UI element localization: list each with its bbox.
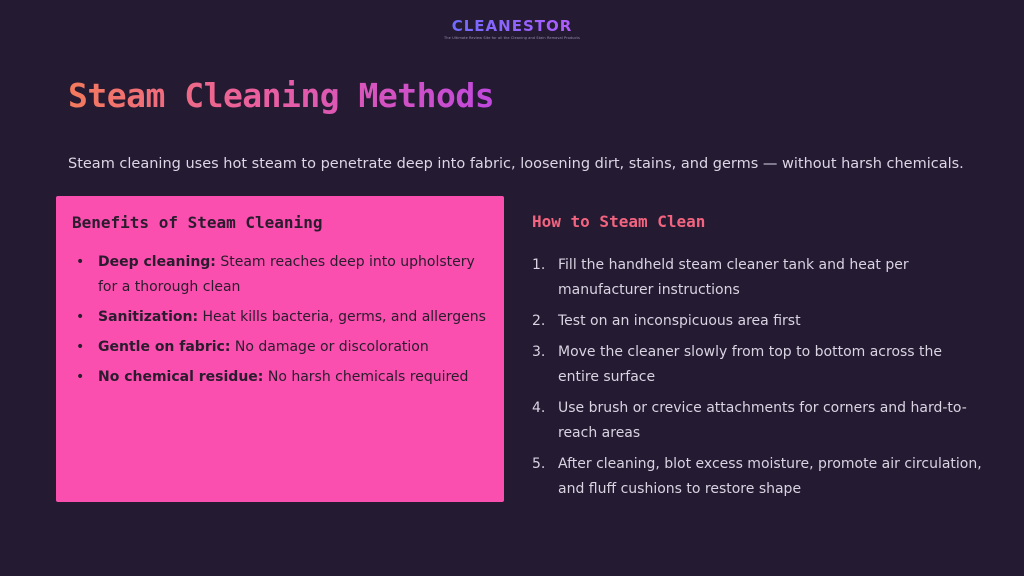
step-text: Test on an inconspicuous area first — [558, 313, 801, 329]
benefit-term: Sanitization: — [98, 309, 199, 325]
bullet-icon: • — [76, 254, 85, 270]
benefit-text: No damage or discoloration — [230, 339, 429, 355]
benefit-item — [72, 250, 488, 300]
benefits-card — [56, 196, 504, 502]
benefit-text: No harsh chemicals required — [263, 369, 469, 385]
steps-list — [532, 253, 982, 502]
step-number: 5. — [532, 456, 546, 472]
benefit-term: No chemical residue: — [98, 369, 264, 385]
brand-logo — [0, 16, 1024, 40]
step-item — [532, 396, 982, 446]
step-item — [532, 340, 982, 390]
benefit-term: Gentle on fabric: — [98, 339, 231, 355]
step-text: Use brush or crevice attachments for corners and hard-to-reach areas — [558, 400, 967, 441]
benefits-title: Benefits of Steam Cleaning — [72, 213, 323, 232]
benefit-text: Steam reaches deep into upholstery for a thorough clean — [98, 254, 475, 295]
bullet-icon: • — [76, 369, 85, 385]
benefit-text: Heat kills bacteria, germs, and allergens — [198, 309, 486, 325]
step-item — [532, 309, 982, 334]
benefit-term: Deep cleaning: — [98, 254, 216, 270]
howto-section — [532, 212, 982, 508]
bullet-icon: • — [76, 339, 85, 355]
step-item — [532, 253, 982, 303]
page-title: Steam Cleaning Methods — [68, 76, 495, 115]
brand-tagline: The Ultimate Review Site for all the Cleaning and Stain Removal Products — [444, 36, 580, 40]
howto-title: How to Steam Clean — [532, 212, 706, 231]
brand-name: CLEANESTOR — [451, 17, 573, 35]
step-number: 2. — [532, 313, 546, 329]
intro-text: Steam cleaning uses hot steam to penetrate deep into fabric, loosening dirt, stains, and germs — without harsh chemicals. — [68, 156, 964, 172]
bullet-icon: • — [76, 309, 85, 325]
step-item — [532, 452, 982, 502]
step-number: 1. — [532, 257, 546, 273]
step-number: 4. — [532, 400, 546, 416]
step-text: Move the cleaner slowly from top to bottom across the entire surface — [558, 344, 943, 385]
benefit-item — [72, 305, 488, 330]
step-number: 3. — [532, 344, 546, 360]
benefit-item — [72, 335, 488, 360]
step-text: Fill the handheld steam cleaner tank and heat per manufacturer instructions — [558, 257, 909, 298]
benefits-list — [72, 250, 488, 390]
step-text: After cleaning, blot excess moisture, promote air circulation, and fluff cushions to restore shape — [558, 456, 982, 497]
benefit-item — [72, 365, 488, 390]
